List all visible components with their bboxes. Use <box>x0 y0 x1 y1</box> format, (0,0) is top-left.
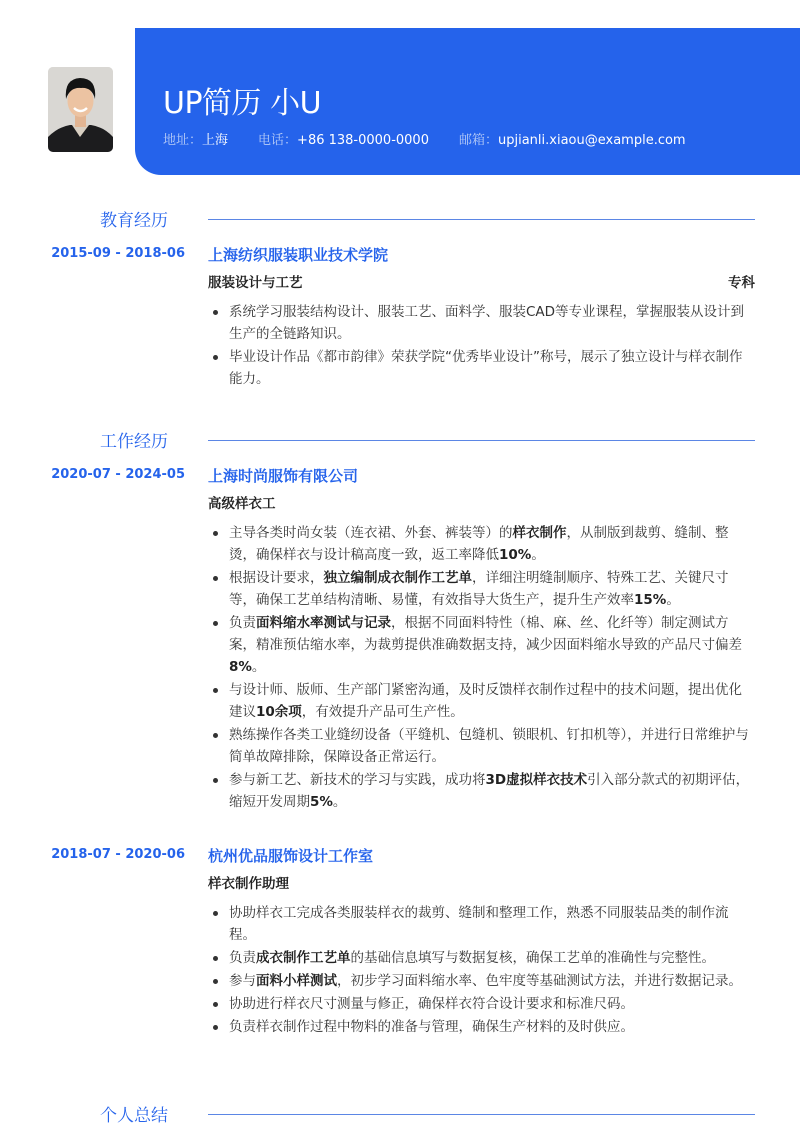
school-name: 上海纺织服装职业技术学院 <box>208 246 389 264</box>
bullet-text: 负责样衣制作过程中物料的准备与管理，确保生产材料的及时供应。 <box>229 1019 634 1035</box>
bullet-text: ，从制版到裁剪、缝制、整烫，确保样衣与设计稿高度一致，返工率降低 <box>229 525 729 563</box>
bullet-item <box>208 769 755 813</box>
bullet-text: 。 <box>531 547 545 563</box>
bullet-text: ，初步学习面料缩水率、色牢度等基础测试方法，并进行数据记录。 <box>337 973 742 989</box>
section-title: 工作经历 <box>100 432 168 452</box>
entry-date: 2020-07 - 2024-05 <box>51 467 185 482</box>
bullet-text: 系统学习服装结构设计、服装工艺、面料学、服装CAD等专业课程，掌握服装从设计到生产的全链路知识。 <box>229 304 745 342</box>
major: 服装设计与工艺 <box>208 275 303 291</box>
bullet-highlight: 10% <box>499 547 532 563</box>
bullet-highlight: 8% <box>229 659 252 675</box>
phone-value: +86 138-0000-0000 <box>297 133 429 148</box>
bullet-item <box>208 724 755 768</box>
bullet-text: 。 <box>666 592 680 608</box>
bullet-text: 负责 <box>229 950 256 966</box>
bullet-text: 熟练操作各类工业缝纫设备（平缝机、包缝机、锁眼机、钉扣机等），并进行日常维护与简单故障排除，保障设备正常运行。 <box>229 727 749 765</box>
section-title: 教育经历 <box>100 211 168 231</box>
bullet-text: ，根据不同面料特性（棉、麻、丝、化纤等）制定测试方案，精准预估缩水率，为裁剪提供准确数据支持，减少因面料缩水导致的产品尺寸偏差 <box>229 615 742 653</box>
bullet-highlight: 样衣制作 <box>512 525 567 541</box>
work-entry-2 <box>0 845 800 1039</box>
bullet-highlight: 10余项 <box>256 704 302 720</box>
bullet-text: 负责 <box>229 615 256 631</box>
bullet-item <box>208 567 755 611</box>
bullet-text: 。 <box>251 659 266 675</box>
bullet-text: 。 <box>332 794 347 810</box>
bullet-text: 毕业设计作品《都市韵律》荣获学院“优秀毕业设计”称号，展示了独立设计与样衣制作能力。 <box>229 349 743 387</box>
bullet-item <box>208 970 755 992</box>
bullet-highlight: 成衣制作工艺单 <box>256 950 351 966</box>
bullet-item <box>208 947 755 969</box>
bullet-highlight: 面料缩水率测试与记录 <box>256 615 391 631</box>
bullet-item <box>208 346 755 390</box>
bullet-text: 与设计师、版师、生产部门紧密沟通，及时反馈样衣制作过程中的技术问题，提出优化建议 <box>229 682 742 720</box>
bullet-text: 协助进行样衣尺寸测量与修正，确保样衣符合设计要求和标准尺码。 <box>229 996 634 1012</box>
bullet-text: 根据设计要求， <box>229 570 324 586</box>
bullet-highlight: 3D虚拟样衣技术 <box>485 772 588 788</box>
job-title: 高级样衣工 <box>208 496 276 512</box>
bullet-item <box>208 612 755 678</box>
bullet-text: 引入部分款式的初期评估，缩短开发周期 <box>229 772 750 810</box>
entry-date: 2018-07 - 2020-06 <box>51 847 185 862</box>
bullet-item <box>208 1016 755 1038</box>
address-label: 地址： <box>163 133 203 148</box>
divider <box>208 1114 755 1115</box>
company-name: 杭州优品服饰设计工作室 <box>208 847 374 865</box>
bullet-text: 参与 <box>229 973 256 989</box>
work-entry <box>0 845 800 1038</box>
bullet-text: 参与新工艺、新技术的学习与实践，成功将 <box>229 772 486 788</box>
bullet-highlight: 面料小样测试 <box>256 973 337 989</box>
bullet-item <box>208 902 755 946</box>
bullet-item <box>208 522 755 566</box>
work-section <box>0 427 800 814</box>
entry-date: 2015-09 - 2018-06 <box>51 246 185 261</box>
bullet-text: ，详细注明缝制顺序、特殊工艺、关键尺寸等，确保工艺单结构清晰、易懂，有效指导大货生产，提升生产效率 <box>229 570 729 608</box>
bullet-item <box>208 301 755 345</box>
bullet-item <box>208 679 755 723</box>
education-entry <box>0 244 800 390</box>
company-name: 上海时尚服饰有限公司 <box>208 467 359 485</box>
section-title: 个人总结 <box>100 1106 168 1126</box>
work-entry <box>0 465 800 813</box>
divider <box>208 440 755 441</box>
bullet-text: ，有效提升产品可生产性。 <box>301 704 464 720</box>
contact-info <box>163 129 686 148</box>
bullet-item <box>208 993 755 1015</box>
bullet-highlight: 15% <box>634 592 667 608</box>
degree: 专科 <box>728 275 755 291</box>
address-value: 上海 <box>202 133 229 148</box>
bullet-highlight: 5% <box>310 794 333 810</box>
bullet-text: 主导各类时尚女装（连衣裙、外套、裤装等）的 <box>229 525 513 541</box>
education-section <box>0 206 800 391</box>
bullet-list <box>208 902 755 1038</box>
email-value: upjianli.xiaou@example.com <box>498 133 686 148</box>
email-label: 邮箱： <box>458 133 498 148</box>
bullet-list <box>208 522 755 813</box>
avatar <box>48 67 113 152</box>
candidate-name: UP简历 小U <box>163 86 322 121</box>
bullet-highlight: 独立编制成衣制作工艺单 <box>323 570 472 586</box>
summary-section <box>0 1101 800 1127</box>
job-title: 样衣制作助理 <box>208 876 289 892</box>
bullet-list <box>208 301 755 390</box>
bullet-text: 协助样衣工完成各类服装样衣的裁剪、缝制和整理工作，熟悉不同服装品类的制作流程。 <box>229 905 729 943</box>
phone-label: 电话： <box>258 133 298 148</box>
resume-header <box>135 28 800 175</box>
bullet-text: 的基础信息填写与数据复核，确保工艺单的准确性与完整性。 <box>350 950 715 966</box>
divider <box>208 219 755 220</box>
